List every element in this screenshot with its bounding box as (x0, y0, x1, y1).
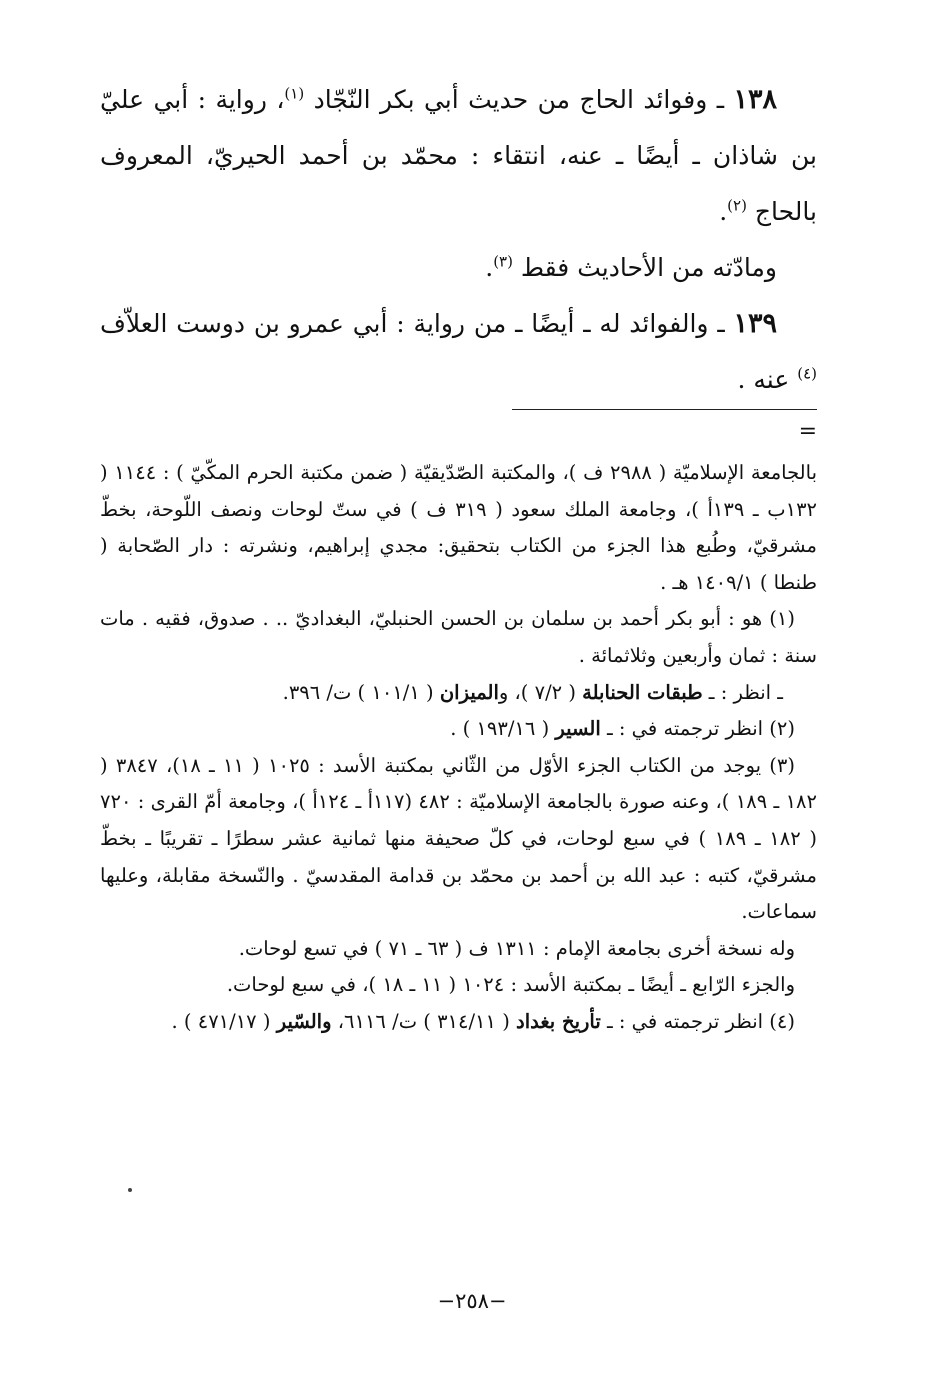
footnote-separator (512, 409, 817, 410)
footnote-ref: (١) (284, 84, 305, 103)
stray-dot (128, 1188, 132, 1192)
entry-number: ١٣٨ (733, 84, 777, 115)
footnote-1: (١) هو : أبو بكر أحمد بن سلمان بن الحسن الحنبليّ، البغداديّ .. . صدوق، فقيه . مات سنة : ثمان وأربعين وثلاثمائة . (100, 607, 817, 667)
book-title: السير (555, 717, 601, 741)
entry-number: ١٣٩ (733, 308, 777, 339)
footnote-ref: (٢) (727, 196, 747, 215)
footnote-continuation: بالجامعة الإسلاميّة ( ٢٩٨٨ ف )، والمكتبة الصّدّيقيّة ( ضمن مكتبة الحرم المكّيّ ) : ١١٤٤ ( ١٣٢ب ـ ١٣٩أ )، وجامعة الملك سعود ( ٣١٩ ف ) في ستّ لوحات ونصف اللّوحة، بخطّ مشرقيّ، وطُبع هذا الجزء من الكتاب بتحقيق: مجدي إبراهيم، ونشرته : دار الصّحابة ( طنطا ) ١٤٠٩/١ هـ . (100, 461, 818, 594)
page-number: −٢٥٨− (437, 1289, 507, 1313)
footnote-3-extra: والجزء الرّابع ـ أيضًا ـ بمكتبة الأسد : ١٠٢٤ ( ١١ ـ ١٨ )، في سبع لوحات. (226, 973, 795, 997)
footnote-3-extra: وله نسخة أخرى بجامعة الإمام : ١٣١١ ف ( ٦٣ ـ ٧١ ) في تسع لوحات. (238, 936, 795, 960)
material-text: ومادّته من الأحاديث فقط (512, 253, 777, 282)
book-title: والسّير (276, 1009, 332, 1033)
book-title: طبقات الحنابلة (582, 680, 703, 704)
footnote-ref: (٣) (493, 252, 513, 271)
entry-text: . (719, 197, 728, 226)
footnotes (100, 455, 817, 1041)
footnote-3: (٣) يوجد من الكتاب الجزء الأوّل من الثّاني بمكتبة الأسد : ١٠٢٥ ( ١١ ـ ١٨)، ٣٨٤٧ ( ١٨٢ ـ ١٨٩ )، وعنه صورة بالجامعة الإسلاميّة : ٤٨٢ (١١٧أ ـ ١٢٤أ )، وجامعة أمّ القرى : ٧٢٠ ( ١٨٢ ـ ١٨٩ ) في سبع لوحات، في كلّ صحيفة منها ثمانية عشر سطرًا ـ تقريبًا ـ بخطّ مشرقيّ، كتبه : عبد الله بن أحمد بن محمّد بن قدامة المقدسيّ . والنّسخة مقابلة، وعليها سماعات. (100, 753, 818, 924)
entry-material (100, 240, 817, 296)
footnote-carry-mark: = (798, 419, 817, 444)
main-text (100, 72, 817, 408)
footnote-1-refs: ـ انظر : ـ طبقات الحنابلة ( ٧/٢ )، والميزان ( ١٠١/١ ) ت/ ٣٩٦. (282, 680, 783, 704)
material-text: . (485, 253, 494, 282)
footnote-2: (٢) انظر ترجمته في : ـ السير ( ١٩٣/١٦ ) . (450, 717, 795, 741)
footnote-ref: (٤) (797, 364, 817, 383)
entry-text: ـ والفوائد له ـ أيضًا ـ من رواية : أبي عمرو بن دوست العلاّف (100, 309, 734, 338)
book-title: تأريخ بغداد (516, 1009, 601, 1033)
footnote-4: (٤) انظر ترجمته في : ـ تأريخ بغداد ( ٣١٤/١١ ) ت/ ٦١١٦، والسّير ( ٤٧١/١٧ ) . (171, 1009, 795, 1033)
entry-text: ـ وفوائد الحاج من حديث أبي بكر النّجّاد (304, 85, 734, 114)
entry-text: عنه . (737, 365, 798, 394)
entry-138 (100, 72, 817, 240)
entry-text: ، رواية : أبي عليّ بن شاذان ـ أيضًا ـ عنه، انتقاء : محمّد بن أحمد الحيريّ، المعروف بالحاج (100, 85, 817, 226)
entry-139 (100, 296, 817, 408)
book-title: الميزان (439, 680, 499, 704)
